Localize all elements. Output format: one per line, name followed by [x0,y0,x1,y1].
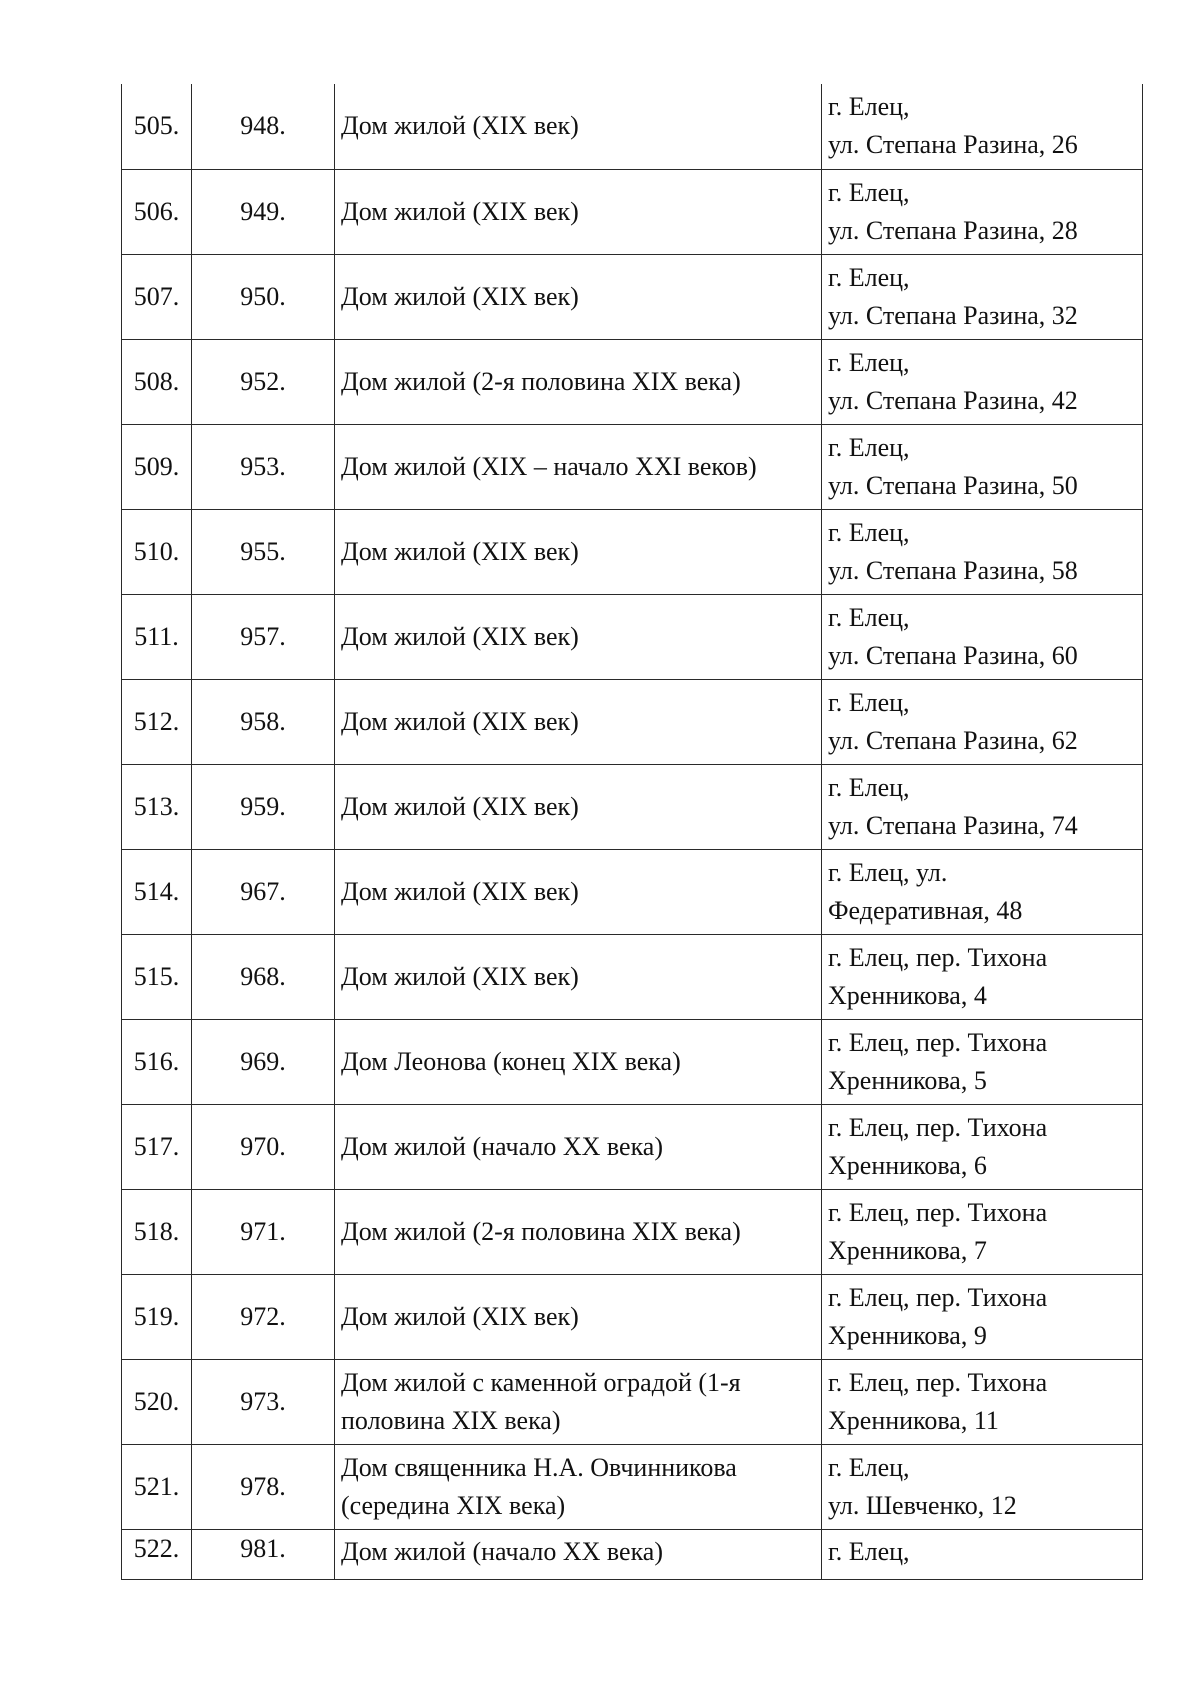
row-number-cell: 509. [122,424,192,509]
object-name-cell [335,1274,822,1359]
object-name-text: Дом жилой (XIX век) [341,791,579,821]
object-name-text: Дом жилой (XIX век) [341,196,579,226]
address-line: г. Елец, пер. Тихона [828,1282,1048,1312]
object-name-cell [335,934,822,1019]
address-line: ул. Степана Разина, 60 [828,640,1078,670]
row-number-cell: 514. [122,849,192,934]
row-number-cell: 505. [122,84,192,169]
row-number-cell: 518. [122,1189,192,1274]
row-number-cell: 506. [122,169,192,254]
address-line: Федеративная, 48 [828,895,1023,925]
object-name-cell [335,849,822,934]
object-name-text: Дом жилой (XIX век) [341,621,579,651]
address-cell [822,1189,1143,1274]
object-name-text: Дом жилой (начало XX века) [341,1131,664,1161]
address-line: ул. Шевченко, 12 [828,1490,1017,1520]
object-name-cell [335,1444,822,1529]
address-line: г. Елец, пер. Тихона [828,942,1048,972]
object-name-text: Дом Леонова (конец XIX века) [341,1046,681,1076]
register-number-cell: 958. [192,679,335,764]
register-number-cell: 978. [192,1444,335,1529]
register-number-cell: 972. [192,1274,335,1359]
address-line: г. Елец, [828,92,910,122]
table-body [122,84,1143,1579]
register-number-cell: 969. [192,1019,335,1104]
table-row [122,849,1143,934]
address-line: г. Елец, ул. [828,857,948,887]
address-cell [822,849,1143,934]
address-line: г. Елец, [828,517,910,547]
address-cell [822,169,1143,254]
row-number-cell: 515. [122,934,192,1019]
register-number-cell: 967. [192,849,335,934]
object-name-text: Дом жилой с каменной оградой (1-я половина XIX века) [341,1367,741,1435]
address-line: Хренникова, 4 [828,980,987,1010]
address-cell [822,1274,1143,1359]
register-number-cell: 952. [192,339,335,424]
table-row [122,934,1143,1019]
table-row [122,679,1143,764]
address-cell [822,254,1143,339]
address-cell [822,764,1143,849]
table-row [122,1104,1143,1189]
table-row [122,1189,1143,1274]
row-number-cell: 522. [122,1529,192,1579]
register-number-cell: 948. [192,84,335,169]
object-name-cell [335,254,822,339]
table-row [122,1444,1143,1529]
register-number-cell: 957. [192,594,335,679]
address-cell [822,594,1143,679]
object-name-text: Дом жилой (XIX век) [341,111,579,141]
address-line: Хренникова, 11 [828,1405,999,1435]
table-row [122,169,1143,254]
table-row [122,254,1143,339]
register-number-cell: 970. [192,1104,335,1189]
row-number-cell: 519. [122,1274,192,1359]
address-cell [822,1359,1143,1444]
address-line: г. Елец, [828,262,910,292]
object-name-cell [335,1529,822,1579]
object-name-cell [335,764,822,849]
address-cell [822,84,1143,169]
monuments-table [121,84,1143,1580]
address-line: г. Елец, [828,772,910,802]
row-number-cell: 513. [122,764,192,849]
address-line: ул. Степана Разина, 32 [828,300,1078,330]
row-number-cell: 507. [122,254,192,339]
object-name-cell [335,339,822,424]
address-line: г. Елец, пер. Тихона [828,1367,1048,1397]
register-number-cell: 950. [192,254,335,339]
address-line: г. Елец, [828,602,910,632]
register-number-cell: 971. [192,1189,335,1274]
table-row [122,1529,1143,1579]
register-number-cell: 955. [192,509,335,594]
address-line: г. Елец, [828,432,910,462]
object-name-text: Дом жилой (2-я половина XIX века) [341,366,741,396]
table-row [122,1359,1143,1444]
address-cell [822,934,1143,1019]
table-row [122,764,1143,849]
object-name-text: Дом жилой (XIX век) [341,876,579,906]
register-number-cell: 959. [192,764,335,849]
address-line: ул. Степана Разина, 74 [828,810,1078,840]
table-row [122,1274,1143,1359]
object-name-cell [335,509,822,594]
row-number-cell: 521. [122,1444,192,1529]
table-row [122,424,1143,509]
object-name-cell [335,1019,822,1104]
address-line: Хренникова, 6 [828,1150,987,1180]
address-line: г. Елец, пер. Тихона [828,1027,1048,1057]
address-line: г. Елец, [828,1536,910,1566]
address-line: г. Елец, [828,1452,910,1482]
address-line: ул. Степана Разина, 42 [828,385,1078,415]
address-cell [822,1104,1143,1189]
object-name-cell [335,594,822,679]
address-cell [822,1019,1143,1104]
row-number-cell: 516. [122,1019,192,1104]
object-name-cell [335,1104,822,1189]
address-line: ул. Степана Разина, 62 [828,725,1078,755]
object-name-text: Дом жилой (XIX – начало XXI веков) [341,451,757,481]
object-name-text: Дом жилой (XIX век) [341,1301,579,1331]
object-name-text: Дом священника Н.А. Овчинникова (середина XIX века) [341,1452,737,1520]
address-line: г. Елец, пер. Тихона [828,1197,1048,1227]
row-number-cell: 517. [122,1104,192,1189]
object-name-cell [335,169,822,254]
row-number-cell: 511. [122,594,192,679]
table-row [122,339,1143,424]
address-line: ул. Степана Разина, 50 [828,470,1078,500]
object-name-text: Дом жилой (XIX век) [341,706,579,736]
address-line: Хренникова, 5 [828,1065,987,1095]
register-number-cell: 981. [192,1529,335,1579]
register-number-cell: 968. [192,934,335,1019]
object-name-cell [335,84,822,169]
address-cell [822,1529,1143,1579]
address-line: ул. Степана Разина, 26 [828,130,1078,160]
row-number-cell: 512. [122,679,192,764]
object-name-text: Дом жилой (XIX век) [341,961,579,991]
address-line: г. Елец, [828,687,910,717]
address-line: Хренникова, 9 [828,1320,987,1350]
address-cell [822,509,1143,594]
register-number-cell: 949. [192,169,335,254]
object-name-text: Дом жилой (XIX век) [341,281,579,311]
address-line: г. Елец, пер. Тихона [828,1112,1048,1142]
row-number-cell: 508. [122,339,192,424]
register-number-cell: 973. [192,1359,335,1444]
address-line: ул. Степана Разина, 58 [828,555,1078,585]
object-name-cell [335,679,822,764]
object-name-text: Дом жилой (XIX век) [341,536,579,566]
address-line: Хренникова, 7 [828,1235,987,1265]
address-cell [822,424,1143,509]
address-line: г. Елец, [828,177,910,207]
object-name-cell [335,424,822,509]
object-name-cell [335,1189,822,1274]
register-number-cell: 953. [192,424,335,509]
table-row [122,1019,1143,1104]
address-cell [822,339,1143,424]
object-name-cell [335,1359,822,1444]
address-line: г. Елец, [828,347,910,377]
row-number-cell: 520. [122,1359,192,1444]
row-number-cell: 510. [122,509,192,594]
object-name-text: Дом жилой (начало XX века) [341,1536,664,1566]
address-cell [822,679,1143,764]
object-name-text: Дом жилой (2-я половина XIX века) [341,1216,741,1246]
table-row [122,594,1143,679]
table-row [122,84,1143,169]
table-row [122,509,1143,594]
address-cell [822,1444,1143,1529]
address-line: ул. Степана Разина, 28 [828,215,1078,245]
